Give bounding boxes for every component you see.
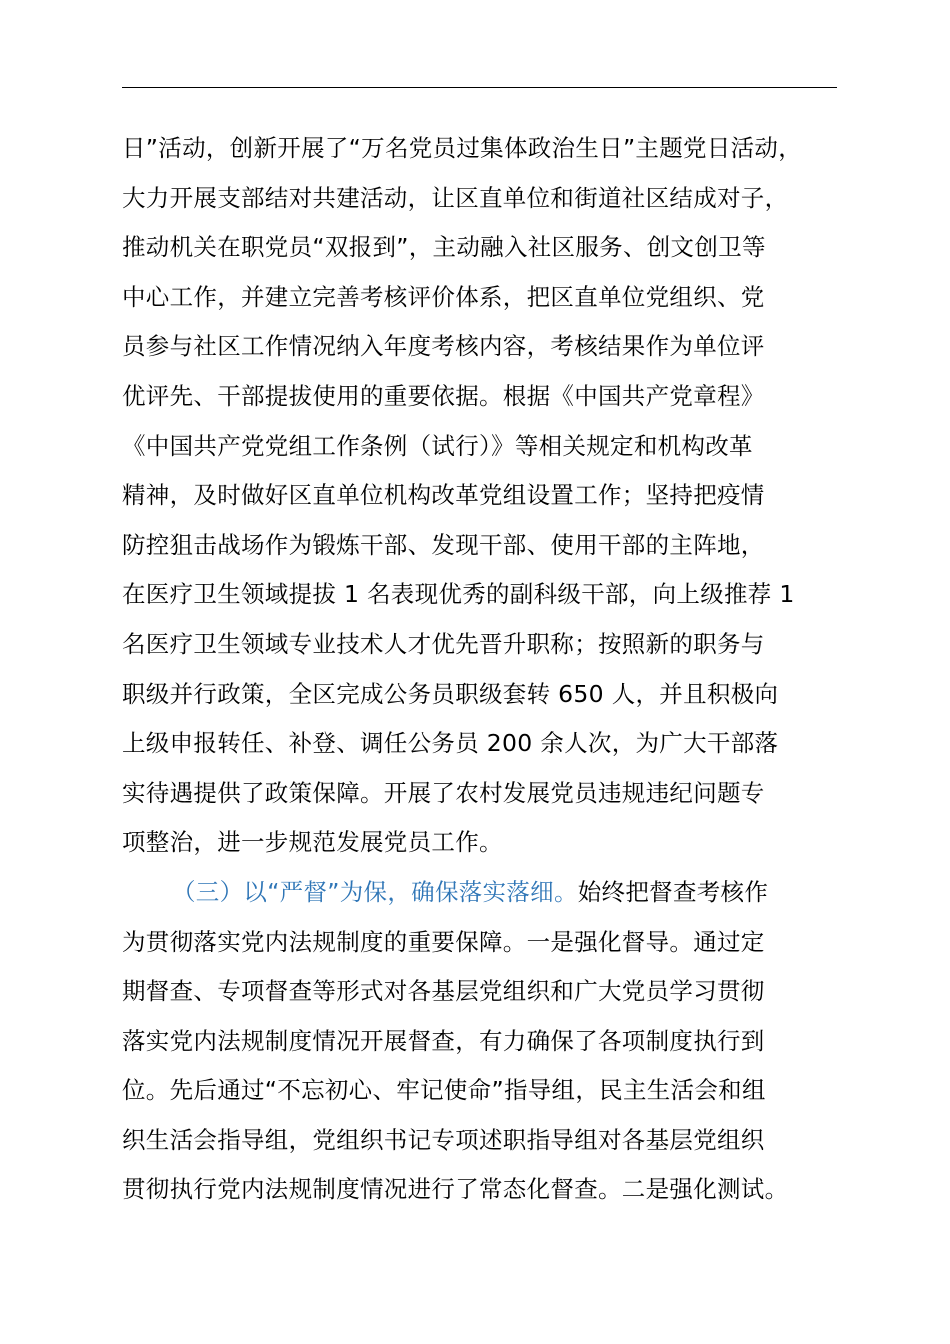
paragraph-line: 落实党内法规制度情况开展督查，有力确保了各项制度执行到 [122, 1026, 765, 1055]
paragraph-line: 精神，及时做好区直单位机构改革党组设置工作；坚持把疫情 [122, 481, 765, 510]
paragraph-line: 项整治，进一步规范发展党员工作。 [122, 828, 503, 857]
paragraph-line: 实待遇提供了政策保障。开展了农村发展党员违规违纪问题专 [122, 778, 765, 807]
paragraph-line: 在医疗卫生领域提拔 1 名表现优秀的副科级干部，向上级推荐 1 [122, 580, 795, 609]
paragraph-line: 中心工作，并建立完善考核评价体系，把区直单位党组织、党 [122, 282, 765, 311]
paragraph-line: 织生活会指导组，党组织书记专项述职指导组对各基层党组织 [122, 1125, 765, 1154]
paragraph-2 [122, 868, 862, 1215]
paragraph-1 [122, 124, 862, 868]
header-rule [122, 87, 837, 88]
paragraph-line: 为贯彻落实党内法规制度的重要保障。一是强化督导。通过定 [122, 927, 765, 956]
paragraph-line: 员参与社区工作情况纳入年度考核内容，考核结果作为单位评 [122, 332, 765, 361]
paragraph-line: 位。先后通过“不忘初心、牢记使命”指导组，民主生活会和组 [122, 1076, 766, 1105]
paragraph-line: 职级并行政策，全区完成公务员职级套转 650 人，并且积极向 [122, 679, 779, 708]
paragraph-line: 防控狙击战场作为锻炼干部、发现干部、使用干部的主阵地， [122, 530, 765, 559]
paragraph-first-line [122, 868, 862, 918]
paragraph-line: 期督查、专项督查等形式对各基层党组织和广大党员学习贯彻 [122, 977, 765, 1006]
paragraph-line: 大力开展支部结对共建活动，让区直单位和街道社区结成对子， [122, 183, 789, 212]
section-heading: （三）以“严督”为保，确保落实落细。 [172, 877, 578, 906]
paragraph-line: 推动机关在职党员“双报到”，主动融入社区服务、创文创卫等 [122, 233, 766, 262]
first-line-text: 始终把督查考核作 [577, 877, 769, 906]
document-body [122, 124, 862, 1215]
paragraph-line: 日”活动，创新开展了“万名党员过集体政治生日”主题党日活动， [122, 134, 803, 162]
paragraph-line: 上级申报转任、补登、调任公务员 200 余人次，为广大干部落 [122, 729, 779, 758]
paragraph-line: 名医疗卫生领域专业技术人才优先晋升职称；按照新的职务与 [122, 629, 765, 658]
paragraph-line: 优评先、干部提拔使用的重要依据。根据《中国共产党章程》 [122, 381, 765, 410]
paragraph-line: 《中国共产党党组工作条例（试行）》等相关规定和机构改革 [122, 431, 753, 460]
paragraph-line: 贯彻执行党内法规制度情况进行了常态化督查。二是强化测试。 [122, 1175, 789, 1204]
